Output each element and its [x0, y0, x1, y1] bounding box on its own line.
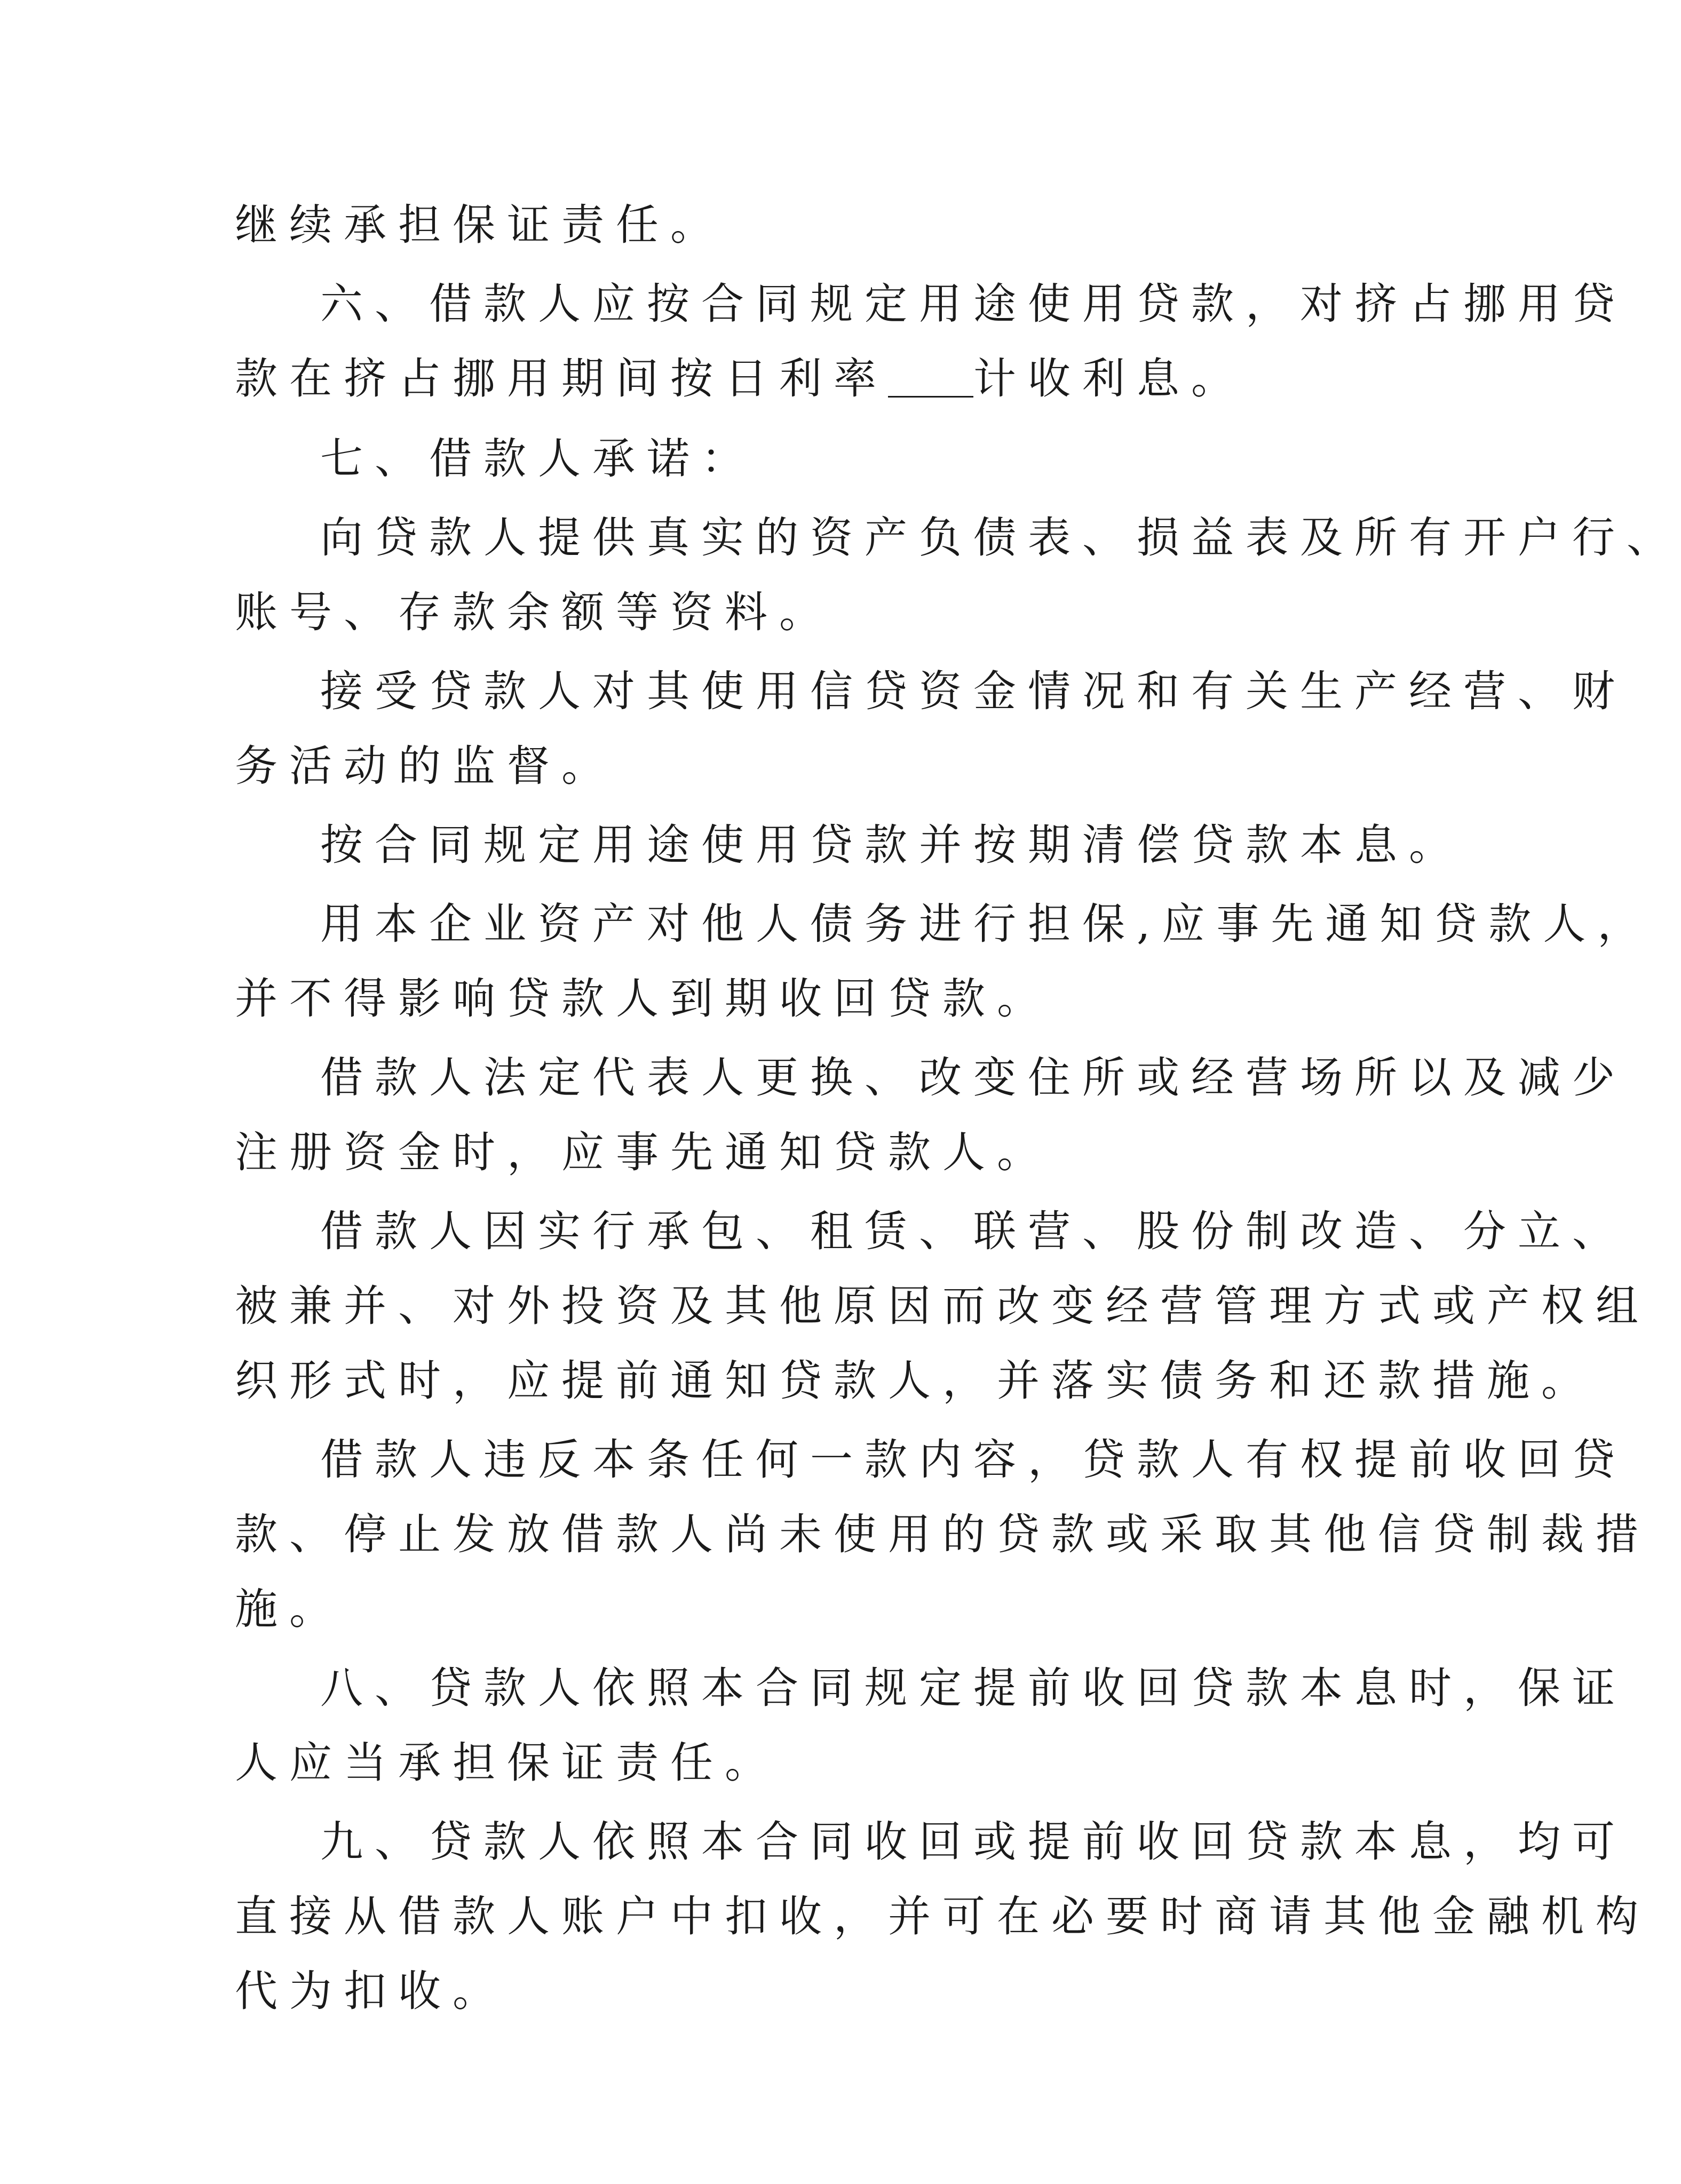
text-line: 继续承担保证责任。: [235, 200, 725, 250]
text-line: 六、借款人应按合同规定用途使用贷款，对挤占挪用贷: [320, 279, 1627, 329]
text-line: 务活动的监督。: [235, 741, 616, 791]
text-line: 用本企业资产对他人债务进行担保,应事先通知贷款人，: [320, 899, 1652, 949]
blank-underline: [888, 364, 973, 398]
text-line: 按合同规定用途使用贷款并按期清偿贷款本息。: [320, 820, 1463, 870]
text-line: 施。: [235, 1584, 344, 1634]
text-line: 款、停止发放借款人尚未使用的贷款或采取其他信贷制裁措: [235, 1510, 1650, 1559]
text-segment: 款在挤占挪用期间按日利率: [235, 354, 888, 403]
text-line: 并不得影响贷款人到期收回贷款。: [235, 974, 1051, 1023]
text-line: 织形式时，应提前通知贷款人，并落实债务和还款措施。: [235, 1356, 1596, 1405]
text-line: 直接从借款人账户中扣收，并可在必要时商请其他金融机构: [235, 1892, 1650, 1941]
text-line: 账号、存款余额等资料。: [235, 587, 834, 637]
text-line: 被兼并、对外投资及其他原因而改变经营管理方式或产权组: [235, 1281, 1650, 1331]
text-line: 借款人法定代表人更换、改变住所或经营场所以及减少: [320, 1053, 1627, 1102]
text-line: 九、贷款人依照本合同收回或提前收回贷款本息，均可: [320, 1817, 1627, 1867]
text-line: 代为扣收。: [235, 1966, 507, 2016]
text-line: 七、借款人承诺：: [320, 434, 756, 483]
text-line: 接受贷款人对其使用信贷资金情况和有关生产经营、财: [320, 666, 1627, 716]
text-line: 注册资金时，应事先通知贷款人。: [235, 1127, 1051, 1177]
text-line: 人应当承担保证责任。: [235, 1738, 779, 1788]
text-segment: 计收利息。: [973, 354, 1246, 403]
text-line: 向贷款人提供真实的资产负债表、损益表及所有开户行、: [320, 513, 1681, 562]
text-line: 借款人因实行承包、租赁、联营、股份制改造、分立、: [320, 1206, 1627, 1256]
text-line: 八、贷款人依照本合同规定提前收回贷款本息时，保证: [320, 1663, 1627, 1713]
text-line: 借款人违反本条任何一款内容，贷款人有权提前收回贷: [320, 1435, 1627, 1484]
text-line: [235, 352, 1246, 406]
